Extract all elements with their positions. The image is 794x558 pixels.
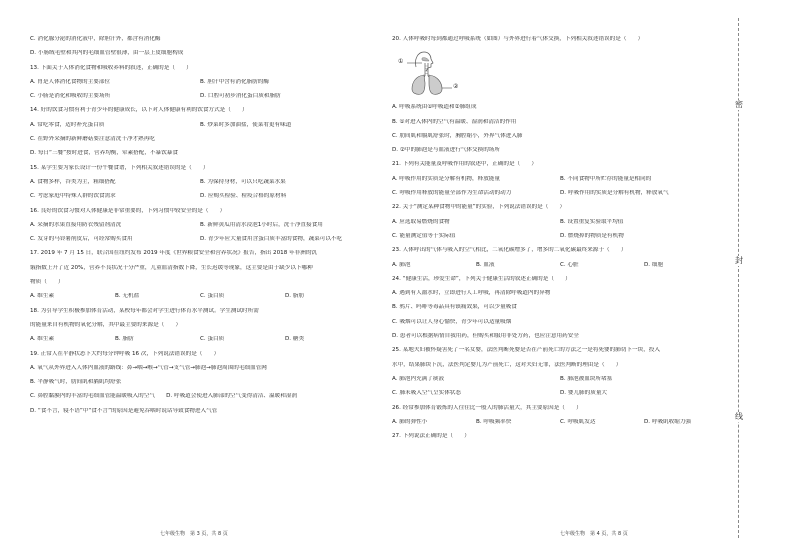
option-row: [392, 419, 728, 426]
option-row: [30, 179, 370, 186]
question-stem: 21. 下列有关能量及呼吸作用的叙述中，正确的是（ ）: [392, 161, 537, 168]
option-row: [30, 193, 370, 200]
question-stem: 19. 正常人在平静状态下大约每分钟呼吸 16 次，下列说法错误的是（ ）: [30, 350, 220, 357]
option-line: 的能量来自有机物的氧化分解，其中最主要的来源是（ ）: [30, 321, 182, 328]
option-choice: A. 呼吸作用的实质是分解有机物，释放能量: [392, 175, 500, 182]
question-stem: 15. 某学生要为家长设计一份午餐食谱，下列相关叙述错误的是（ ）: [30, 164, 209, 171]
option-choice: D. 呼吸肌收缩力强: [644, 418, 692, 425]
option-choice: D. 应购买检验、检疫合格的原材料: [200, 193, 287, 200]
option-choice: C. 蛋白质: [200, 336, 225, 343]
figure-label-2: ②: [453, 83, 459, 90]
option-choice: A. 胃是人体消化食物的主要部位: [30, 78, 111, 85]
question-stem: 18. 为引导学生积极参加体育活动，某校每年都会对学生进行体育水平测试。学生测试时所需: [30, 307, 259, 314]
option-choice: D. 细胞: [644, 261, 664, 268]
option-choice: C. 呼吸肌发达: [560, 418, 596, 425]
option-row: [392, 104, 728, 111]
option-line: 饿指数上升了近 20%，营养不良状况十分严重，儿童血清指数下降，生长迟缓等现象，这主要是由于缺少以下哪种: [30, 264, 313, 271]
option-row: [392, 262, 728, 269]
option-row: [30, 122, 370, 129]
option-line: A. 遇到有人溺水时，立即进行人工呼吸，再清除呼吸道内的异物: [392, 290, 551, 297]
option-line: D. 小肠绒毛壁和其内的毛细血管壁很薄，由一层上皮细胞构成: [30, 50, 184, 57]
option-choice: B. 不同食物中所贮存的能量是相同的: [560, 175, 652, 182]
option-line: C. 鼻腔黏膜内的丰富的毛细血管能温暖吸入的空气 D. 呼吸道会使进入肺部的空气变得清洁、温暖和湿润: [30, 393, 298, 400]
question-stem: 25. 某地夫妇被怀疑害死了一名女婴，法医判断死婴是否在产前死亡的方法之一是将死婴的肺切下一块，投入: [392, 347, 660, 354]
option-choice: D. 青少年应大量食用含蛋白质丰富的食物，蔬菜可以不吃: [200, 236, 343, 243]
option-row: [392, 390, 728, 397]
option-choice: A. 维生素: [30, 336, 55, 343]
option-line: B. 鸦片、吗啡等毒品具有镇痛效果，可以少量吸食: [392, 304, 517, 311]
binding-line: [738, 18, 740, 538]
option-choice: A. 呼吸系统由①呼吸道和②肺组成: [392, 104, 477, 111]
binding-char-close: 封: [735, 256, 743, 265]
option-line: D. 每日“三餐”按时进食，营养均衡，荤素搭配，不暴饮暴食: [30, 150, 178, 157]
option-choice: C. 蛋白质: [200, 293, 225, 300]
option-choice: B. 肺泡被血块所堵塞: [560, 375, 613, 382]
option-choice: C. 呼吸作用释放的能量全部作为生命活动的动力: [392, 190, 512, 197]
option-line: D. “食不言，寝不语”中“食不言”的原因是避免吞咽时说话导致食物进入气管: [30, 407, 218, 414]
option-row: [392, 219, 728, 226]
option-choice: D. 口腔可初步消化蛋白质和脂肪: [200, 93, 281, 100]
option-choice: C. 心脏: [560, 261, 579, 268]
right-page-footer: 七年级生物 第 4 页，共 8 页: [560, 531, 628, 537]
option-choice: [560, 104, 728, 111]
option-choice: A. 常吃零食，适时补充蛋白质: [30, 121, 105, 128]
option-choice: D. 婴儿肺的质量大: [560, 390, 608, 397]
option-line: 物质（ ）: [30, 279, 64, 286]
option-row: [392, 376, 728, 383]
option-choice: B. 为保持身材，可以只吃蔬菜水果: [200, 178, 286, 185]
option-row: [392, 190, 728, 197]
option-row: [30, 222, 370, 229]
option-choice: C. 肺未吸入空气呈实体状态: [392, 390, 461, 397]
question-stem: 20. 人体呼吸时每到都通过呼吸系统（如图）与外界进行着气体交换，下列相关叙述错误的是（ ）: [392, 36, 644, 42]
option-line: C. 在野外采摘的新鲜蘑菇要注意清洗干净才熟再吃: [30, 136, 155, 143]
figure-label-1: ①: [398, 58, 404, 65]
question-stem: 27. 下列说法正确的是（ ）: [392, 433, 470, 440]
option-choice: D. 糖类: [285, 336, 305, 343]
left-column: [30, 36, 370, 415]
option-row: [30, 236, 370, 243]
option-choice: A. 肺泡: [392, 261, 411, 268]
option-line: A. 氧气从外界进入人体内血液的路线：鼻→咽→喉→气管→支气管→肺泡→肺泡周围的毛细血管网: [30, 364, 267, 371]
respiratory-system-figure: [398, 49, 466, 97]
question-stem: 23. 人体呼出的气体与吸入的空气相比，二氧化碳增多了，增多的二氧化碳最终来源于（ ）: [392, 247, 627, 254]
option-line: C. 消化腺分泌的消化液中，除胆汁外，都含有消化酶: [30, 36, 161, 42]
option-row: [30, 293, 370, 300]
option-line: C. 吸烟可以让人身心愉快，青少年可以适量吸烟: [392, 318, 512, 325]
binding-char-seal: 密: [735, 100, 743, 109]
option-choice: B. 炒菜时多加油盐，使菜肴更有味道: [200, 121, 292, 128]
right-column: [392, 36, 728, 440]
option-choice: B. 呼吸频率快: [476, 418, 512, 425]
option-line: B. 平静吸气时，肋间肌和膈肌均舒张: [30, 379, 122, 386]
option-choice: B. 脂肪: [115, 336, 134, 343]
option-choice: D. 燃烧掉的物质是有机物: [560, 232, 624, 239]
option-choice: A. 肺的弹性小: [392, 418, 428, 425]
option-line: 水中，结果肺块下沉，法医判定婴儿为产前死亡，这对夫妇无罪，法医判断的理由是（ ）: [392, 361, 622, 368]
option-choice: A. 肺泡内充满了痰液: [392, 375, 445, 382]
question-stem: 24. “健康生活，珍爱生命”，下列关于健康生活的叙述正确的是（ ）: [392, 275, 571, 282]
question-stem: 16. 良好的饮食习惯对人体健康是非常重要的，下列习惯中较安全的是（ ）: [30, 207, 226, 214]
option-choice: A. 食物多样，谷类为主，粗细搭配: [30, 178, 116, 185]
option-row: [30, 79, 370, 86]
binding-char-line: 线: [735, 412, 743, 421]
option-row: [30, 93, 370, 100]
option-choice: A. 应选取易燃烧的食物: [392, 218, 450, 225]
option-choice: A. 采摘的水果直接用防衣残留剂清洗: [30, 221, 122, 228]
question-stem: 17. 2019 年 7 月 15 日，联合国在纽约发布 2019 年度《世界粮食安全和营养状况》报告，指出 2018 年非洲的饥: [30, 250, 318, 257]
question-stem: 22. 关于“测定某种食物中的能量”的实验，下列说法错误的是（ ）: [392, 204, 566, 211]
option-line: B. ①对进入体内的空气有温暖、湿润和清洁的作用: [392, 118, 517, 125]
option-choice: D. 脂肪: [285, 293, 305, 300]
option-choice: D. 呼吸作用的实质是分解有机物，释放氧气: [560, 190, 669, 197]
option-choice: C. 发芽的马铃薯削皮后，可经常购买食用: [30, 236, 133, 243]
option-line: D. 患者可以根据病情自我用药，但购买和服用非处方药，也应注意用药安全: [392, 333, 579, 340]
option-row: [30, 336, 370, 343]
option-choice: B. 胆汁中含有消化脂肪的酶: [200, 78, 269, 85]
question-stem: 26. 经常参加体育锻炼的人往往比一般人的肺活量大，其主要原因是（ ）: [392, 404, 582, 411]
option-row: [392, 233, 728, 240]
option-choice: C. 小肠是消化和吸收的主要场所: [30, 93, 111, 100]
option-choice: B. 新鲜黄瓜用清水浸泡1小时后，洗干净直接食用: [200, 221, 323, 228]
option-line: D. ②中的肺泡是与血液进行气体交换的场所: [392, 147, 500, 154]
left-page-footer: 七年级生物 第 3 页，共 8 页: [160, 531, 228, 537]
question-stem: 13. 下面关于人体消化食物和吸收养料的叙述，正确的是（ ）: [30, 64, 192, 71]
option-choice: A. 维生素: [30, 293, 55, 300]
option-row: [392, 176, 728, 183]
option-choice: C. 能量测定值等于实际值: [392, 232, 456, 239]
option-choice: B. 设置重复实验取平均值: [560, 218, 624, 225]
option-line: C. 肋间肌和膈肌舒张时，胸腔缩小，外界气体进入肺: [392, 132, 523, 139]
option-choice: B. 血液: [476, 261, 495, 268]
question-stem: 14. 好的饮食习惯有利于青少年的健康成长，以下对人体健康有利的饮食方式是（ ）: [30, 107, 248, 114]
option-choice: B. 无机盐: [115, 293, 140, 300]
option-choice: C. 考虑家庭中特殊人群的饮食需求: [30, 193, 116, 200]
